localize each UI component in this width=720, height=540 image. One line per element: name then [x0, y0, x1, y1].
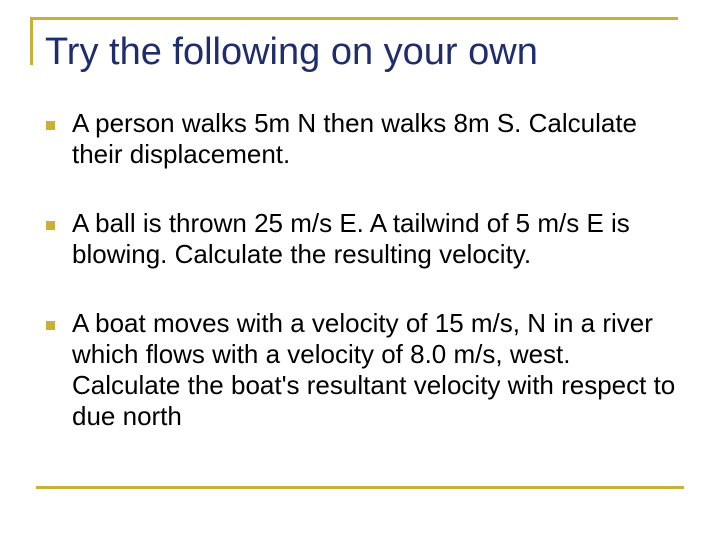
- bullet-list: [46, 108, 686, 470]
- square-bullet-icon: [46, 221, 55, 230]
- bullet-text: A ball is thrown 25 m/s E. A tailwind of 5 m/s E is blowing. Calculate the resulting velocity.: [72, 208, 630, 269]
- bottom-divider: [36, 486, 684, 489]
- slide-title: Try the following on your own: [45, 31, 538, 73]
- top-divider: [30, 17, 678, 20]
- bullet-text: A person walks 5m N then walks 8m S. Calculate their displacement.: [72, 108, 638, 169]
- bullet-item-boat: [46, 308, 686, 432]
- square-bullet-icon: [46, 121, 55, 130]
- bullet-text: A boat moves with a velocity of 15 m/s, N in a river which flows with a velocity of 8.0 m/s, west. Calculate the boat's resultant velocity with respect to due north: [72, 308, 676, 431]
- left-divider: [30, 17, 33, 65]
- square-bullet-icon: [46, 321, 55, 330]
- bullet-item-tailwind: [46, 208, 686, 270]
- bullet-item-displacement: [46, 108, 686, 170]
